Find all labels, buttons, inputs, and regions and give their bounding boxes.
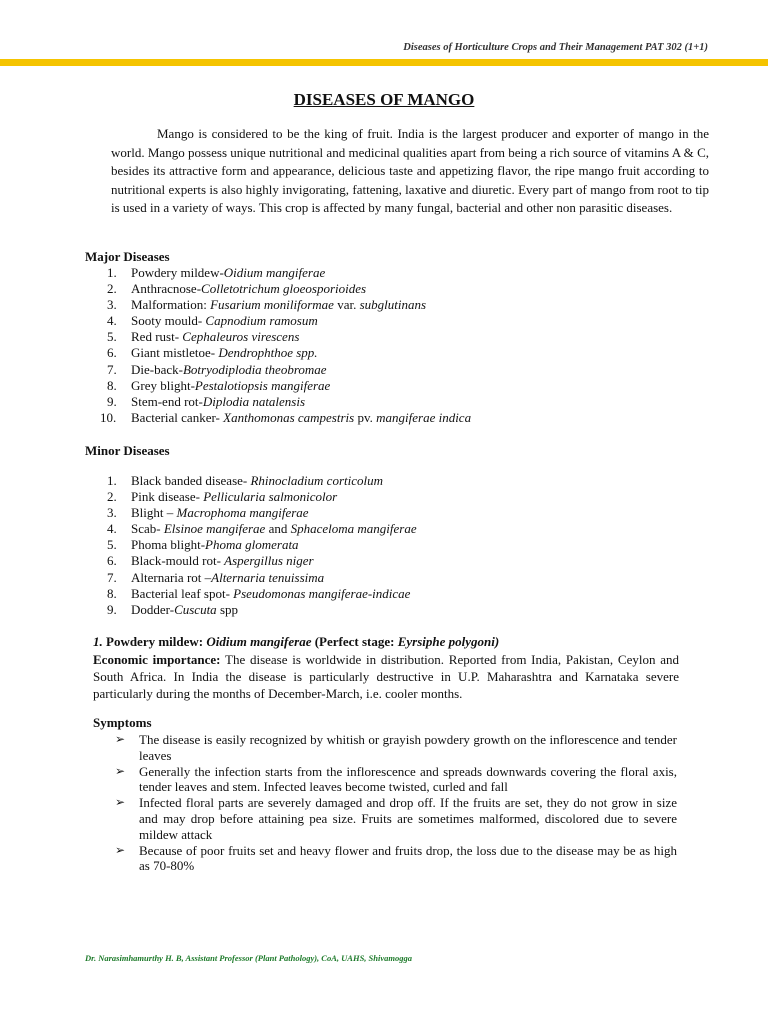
disease-item xyxy=(85,602,417,618)
disease-item xyxy=(85,489,417,505)
disease-number: 4. xyxy=(107,521,117,537)
disease-item xyxy=(85,473,417,489)
arrow-bullet-icon: ➢ xyxy=(115,732,126,746)
symptoms-list xyxy=(111,732,677,874)
pm-perfect-label: (Perfect stage: xyxy=(311,634,398,649)
disease-item xyxy=(85,345,471,361)
pathogen-name: Phoma glomerata xyxy=(205,537,299,553)
disease-number: 7. xyxy=(107,569,117,585)
disease-name: Malformation: xyxy=(131,297,211,313)
pathogen-name: Capnodium ramosum xyxy=(205,313,318,329)
pathogen-name: Colletotrichum gloeosporioides xyxy=(201,281,367,297)
minor-diseases-heading: Minor Diseases xyxy=(85,443,170,458)
disease-number: 2. xyxy=(107,489,117,505)
disease-item xyxy=(85,537,417,553)
pathogen-name: Alternaria tenuissima xyxy=(211,569,325,585)
disease-name: Scab- xyxy=(131,521,164,537)
arrow-bullet-icon: ➢ xyxy=(115,763,126,778)
symptoms-heading: Symptoms xyxy=(93,715,152,730)
arrow-bullet-icon: ➢ xyxy=(115,795,126,810)
economic-text: The disease is worldwide in distribution. Reported from India, Pakistan, Ceylon and South Africa. In India the disease is particularly destructive in U.P. Maharashtra and Karnataka severe particularly during the months of December-March, i.e. cooler months. xyxy=(93,652,679,701)
pm-number: 1. xyxy=(93,634,103,649)
disease-number: 8. xyxy=(107,585,117,601)
disease-item xyxy=(85,329,471,345)
disease-number: 5. xyxy=(107,329,117,345)
disease-item xyxy=(85,394,471,410)
pathogen-name: Botryodiplodia theobromae xyxy=(182,361,327,377)
disease-number: 6. xyxy=(107,553,117,569)
disease-number: 1. xyxy=(107,473,117,488)
disease-number: 8. xyxy=(107,377,117,393)
arrow-bullet-icon: ➢ xyxy=(115,842,126,857)
pathogen-name: Pestalotiopsis mangiferae xyxy=(194,377,331,393)
disease-name: Sooty mould- xyxy=(131,313,206,329)
pathogen-name: Diplodia natalensis xyxy=(202,393,306,409)
disease-name: Bacterial canker- xyxy=(131,409,224,425)
disease-number: 2. xyxy=(107,281,117,297)
pathogen-name: Rhinocladium corticolum xyxy=(250,473,383,488)
symptom-item xyxy=(111,795,677,842)
symptom-text: Generally the infection starts from the inflorescence and spreads downwards covering the floral axis, tender leaves and stem. Infected leaves become twisted, curled and fall xyxy=(139,763,677,795)
pathogen-name: Cephaleuros virescens xyxy=(182,329,300,345)
pathogen-extra: mangiferae indica xyxy=(376,409,472,425)
disease-item xyxy=(85,553,417,569)
running-header: Diseases of Horticulture Crops and Their Management PAT 302 (1+1) xyxy=(403,42,708,53)
pathogen-name: Cuscuta xyxy=(174,601,217,617)
disease-name: Black banded disease- xyxy=(131,473,251,488)
pathogen-extra: subglutinans xyxy=(359,297,427,313)
disease-name: Alternaria rot – xyxy=(131,569,212,585)
disease-item xyxy=(85,362,471,378)
disease-number: 7. xyxy=(107,361,117,377)
disease-item xyxy=(85,505,417,521)
disease-name: Stem-end rot- xyxy=(131,393,203,409)
economic-importance xyxy=(93,651,679,702)
pathogen-name: Dendrophthoe spp. xyxy=(218,345,318,361)
disease-item xyxy=(85,410,471,426)
disease-number: 3. xyxy=(107,297,117,313)
disease-item xyxy=(85,313,471,329)
pm-perfect-stage: Eyrsiphe polygoni) xyxy=(397,634,500,649)
disease-number: 9. xyxy=(107,393,117,409)
disease-name: Black-mould rot- xyxy=(131,553,225,569)
symptom-text: Infected floral parts are severely damaged and drop off. If the fruits are set, they do not grow in size and may drop before attaining pea size. Fruits are sometimes malformed, discolored due to severe mildew attack xyxy=(139,795,677,842)
disease-extra: var. xyxy=(333,297,360,313)
disease-name: Powdery mildew- xyxy=(131,265,224,280)
symptom-text: The disease is easily recognized by whitish or grayish powdery growth on the inflorescence and tender leaves xyxy=(139,732,677,763)
disease-name: Giant mistletoe- xyxy=(131,345,219,361)
disease-name: Blight – xyxy=(131,505,177,521)
page-title: DISEASES OF MANGO xyxy=(293,90,475,109)
disease-name: Bacterial leaf spot- xyxy=(131,585,234,601)
pathogen-name: Aspergillus niger xyxy=(224,553,314,569)
major-diseases-heading: Major Diseases xyxy=(85,249,170,264)
symptom-text: Because of poor fruits set and heavy flower and fruits drop, the loss due to the disease may be as high as 70-80% xyxy=(139,842,677,874)
disease-name: Dodder- xyxy=(131,601,175,617)
pm-name: Powdery mildew: xyxy=(102,634,207,649)
pathogen-name: Macrophoma mangiferae xyxy=(176,505,309,521)
symptom-item xyxy=(111,843,677,875)
disease-extra: and xyxy=(265,521,291,537)
disease-name: Pink disease- xyxy=(131,489,204,505)
disease-extra: pv. xyxy=(354,409,377,425)
pathogen-name: Xanthomonas campestris xyxy=(223,409,355,425)
pathogen-name: Oidium mangiferae xyxy=(223,265,326,280)
major-diseases-list xyxy=(85,265,471,426)
disease-item xyxy=(85,521,417,537)
disease-name: Red rust- xyxy=(131,329,183,345)
pathogen-name: Elsinoe mangiferae xyxy=(163,521,266,537)
pm-pathogen: Oidium mangiferae xyxy=(206,634,312,649)
disease-number: 3. xyxy=(107,505,117,521)
disease-number: 5. xyxy=(107,537,117,553)
footer-author: Dr. Narasimhamurthy H. B, Assistant Professor (Plant Pathology), CoA, UAHS, Shivamogga xyxy=(85,953,412,963)
intro-paragraph: Mango is considered to be the king of fruit. India is the largest producer and exporter of mango in the world. Mango possess unique nutritional and medicinal qualities apart from being a rich source of vitamins A & C, besides its attractive form and appearance, delicious taste and appetizing flavor, the ripe mango fruit according to nutritional experts is also highly invigorating, fattening, laxative and diuretic. Every part of mango from root to tip is used in a variety of ways. This crop is affected by many fungal, bacterial and other non parasitic diseases. xyxy=(111,126,709,215)
symptom-item xyxy=(111,732,677,764)
pathogen-name: Pellicularia salmonicolor xyxy=(203,489,338,505)
disease-item xyxy=(85,586,417,602)
disease-item xyxy=(85,265,471,281)
disease-extra: spp xyxy=(216,601,238,617)
disease-item xyxy=(85,570,417,586)
pathogen-name: Fusarium moniliformae xyxy=(210,297,334,313)
disease-item xyxy=(85,378,471,394)
disease-name: Grey blight- xyxy=(131,377,195,393)
powdery-mildew-heading xyxy=(93,634,499,650)
header-rule xyxy=(0,59,768,66)
disease-number: 1. xyxy=(107,265,117,280)
symptom-item xyxy=(111,764,677,796)
pathogen-extra: Sphaceloma mangiferae xyxy=(290,521,417,537)
disease-name: Anthracnose- xyxy=(131,281,202,297)
disease-number: 6. xyxy=(107,345,117,361)
disease-name: Die-back- xyxy=(131,361,183,377)
economic-label: Economic importance: xyxy=(93,652,221,667)
disease-number: 9. xyxy=(107,601,117,617)
disease-item xyxy=(85,281,471,297)
pathogen-name: Pseudomonas mangiferae-indicae xyxy=(233,585,411,601)
disease-item xyxy=(85,297,471,313)
disease-number: 10. xyxy=(100,409,117,425)
disease-name: Phoma blight- xyxy=(131,537,206,553)
minor-diseases-list xyxy=(85,473,417,618)
disease-number: 4. xyxy=(107,313,117,329)
